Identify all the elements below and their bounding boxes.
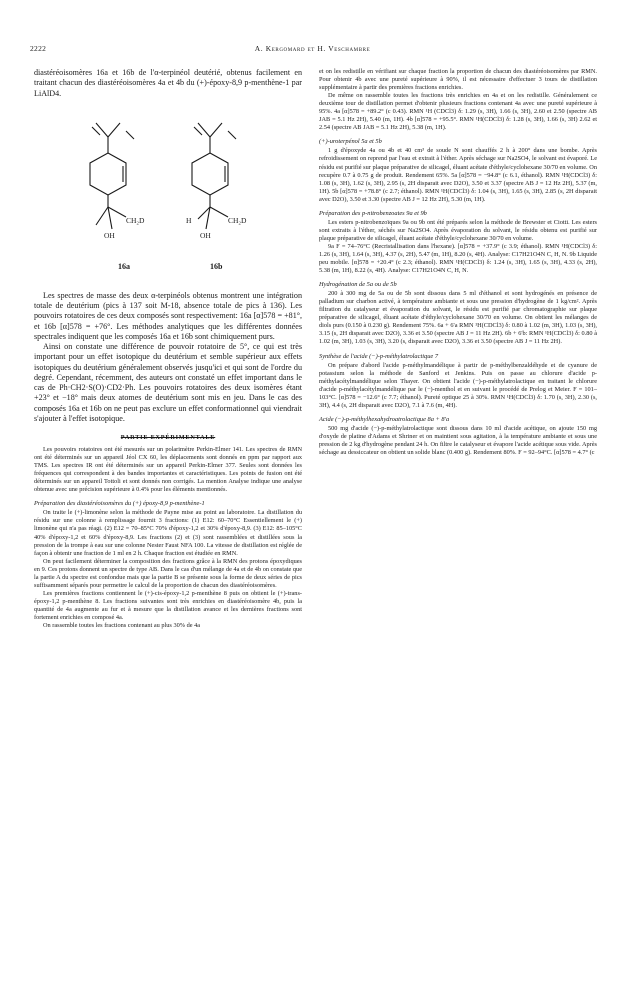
oh-label-a: OH [104,230,115,240]
nitrobenzoates-paragraph: Les esters p-nitrobenzoïques 9a ou 9b ont été préparés selon la méthode de Brewster et Ciotti. Les esters sont extraits à l'éther, séchés sur Na2SO4. Après évaporation du solvant, le résidu obtenu est purifié sur plaque préparative de silicagel, éluant acétate d'éthyle/cyclohexane 30/70 en volume. [319,218,597,242]
redistill-paragraph: et on les redistille en vérifiant sur chaque fraction la proportion de chacun des diastéréoisomères par RMN. Pour obtenir 4b avec une pureté supérieure à 90%, il est nécessaire d'effectuer 3 tours de distillation supplémentaire à partir des premières fractions enrichies. [319,68,597,92]
subheading-epoxy-preparation: Préparation des diastéréoisomères du (+) époxy-8,9 p-menthène-1 [34,500,205,508]
structure-figure [34,103,302,283]
nitrobenzoates-data-paragraph: 9a F = 74–76°C (Recristallisation dans l'hexane). [α]578 = +37.9° (c 3.9; éthanol). RMN ¹H(CDCl3) δ: 1.26 (s, 3H), 1.64 (s, 3H), 4.37 (s, 2H), 5.47 (m, 1H), 8.20 (s, 4H). Analyse: C17H21O4N C, H, N. 9b Liquide peu mobile. [α]578 = +20.4° (c 2.3; éthanol). RMN ¹H(CDCl3) δ: 1.24 (s, 3H), 1.65 (s, 3H), 4.33 (s, 2H), 5.38 (m, 1H), 8.22 (s, 4H). Analyse: C17H21O4N C, H, N. [319,242,597,275]
ch2d-label-b: CH₂D [228,215,247,225]
atrolactic-paragraph: On prépare d'abord l'acide p-méthylmandélique à partir de p-méthylbenzaldéhyde et de cyanure de potassium selon la méthode de Sanford et Jenkins. Puis on passe au chlorure d'acide p-méthylacétylmandélique selon Thayer. On obtient l'acide (−)-p-méthylatrolactique en traitant le chlorure d'acide p-méthylacétylmandélique par le (−)-menthol et en suivant le procédé de Prelog et Meier. F = 101–103°C. [α]578 = −12.6° (c 7.7; éthanol). Pureté optique 25 à 30%. RMN ¹H(CDCl3) δ: 1.70 (s, 3H), 2.30 (s, 3H), 4.4 (s, 2H disparait avec D2O), 7.1 à 7.6 (m, 4H). [319,361,597,409]
oh-label-b: OH [200,230,211,240]
isotope-effect-paragraph: Ainsi on constate une différence de pouvoir rotatoire de 5°, ce qui est très important pour un effet isotopique du deutérium et semble supérieur aux effets isotopiques du deutérium généralement observés jusqu'ici et qui sont de l'ordre du degré. Cependant, récemment, des auteurs ont constaté un effet important dans le cas de Ph·CH2·S(O)·CD2·Ph. Les pouvoirs rotatoires des deux isomères étant +23° et −18° mais deux atomes de deutérium sont mis en jeu. Dans le cas des composés 16a et 16b on ne peut pas exclure un effet conformationnel qui viendrait s'ajouter à l'effet isotopique. [34,342,302,423]
subheading-hydrogenation: Hydrogénation de 5a ou de 5b [319,281,397,289]
intro-paragraph: diastéréoisomères 16a et 16b de l'α-terpinéol deutérié, obtenus facilement en traitant chacun des diastéréoisomères 4a et 4b du (+)-époxy-8,9 p-menthène-1 par LiAlD4. [34,68,302,98]
molecule-16a-structure [90,123,134,229]
hexahydroatrolactic-paragraph: 500 mg d'acide (−)-p-méthylatrolactique sont dissous dans 10 ml d'acide acétique, on ajoute 150 mg d'oxyde de platine d'Adams et Shriner et on maintient sous agitation, à la température ambiante et sous une pression de 2 kg d'hydrogène pendant 24 h. On filtre le catalyseur et évapore l'acide acétique sous vide. Après séchage au dessiccateur on obtient un solide blanc (0.400 g). Rendement 80%. F = 92–94°C. [α]578 = 4.7° (c [319,424,597,457]
instruments-paragraph: Les pouvoirs rotatoires ont été mesurés sur un polarimètre Perkin-Elmer 141. Les spectres de RMN ont été déterminés sur un appareil Jéol CX 60, les déplacements sont donnés en ppm par rapport aux TMS. Les spectres IR ont été déterminés sur un appareil Perkin-Elmer 377. Seules sont données les fréquences qui correspondent à des bandes importantes et caractéristiques. Les points de fusion ont été déterminés sur un appareil Tottoli et sont donnés non corrigés. La mention Analyse indique une analyse obtenue avec une précision supérieure à 0.4% pour les éléments mentionnés. [34,446,302,494]
ch2d-label-a: CH₂D [126,215,145,225]
mass-spectra-paragraph: Les spectres de masse des deux α-terpinéols obtenus montrent une intégration totale de deutérium (pics à 137 soit M-18, absence totale de pics à 136). Les pouvoirs rotatoires de ces deux composés sont respectivement: 16a [α]578 = +81°, et 16b [α]578 = +76°. Les méthodes analytiques que les différentes données spectrales indiquent que les composés 16a et 16b sont chimiquement purs. [34,290,302,341]
molecule-16b-structure [192,123,236,229]
right-column [319,68,597,457]
molecule-drawings [34,103,302,283]
regroup-paragraph: On rassemble toutes les fractions contenant au plus 30% de 4a [43,622,201,630]
compound-label-16a: 16a [118,261,130,271]
running-authors: A. Kergomard et H. Veschambre [254,44,371,53]
uroterpenol-paragraph: 1 g d'époxyde 4a ou 4b et 40 cm³ de soude N sont chauffés 2 h à 200° dans une bombe. Après refroidissement on reprend par l'eau et extrait à l'éther. Après séchage sur Na2SO4, le solvant est évaporé. Le résidu est purifié sur plaque préparative de silicagel, éluant acétate d'éthyle/cyclohexane 30/70 en volume. On recupère 0.7 à 0.75 g de produit. Rendement 65%. 5a [α]578 = −94.8° (c 6.1, éthanol). RMN ¹H(CDCl3) δ: 1.08 (s, 3H), 1.62 (s, 3H), 2.95 (s, 2H disparait avec D2O), 3.50 et 3.37 (spectre AB J = 12 Hz 2H), 5.37 (m, 1H). 5b [α]578 = +78.8° (c 2.7; éthanol). RMN ¹H(CDCl3) δ: 1.04 (s, 3H), 1.65 (s, 3H), 2.85 (s, 2H disparait avec D2O), 3.50 et 3.30 (spectre AB J = 12 Hz 2H), 5.30 (m, 1H). [319,147,597,203]
subheading-uroterpenol: (+)-uroterpénol 5a et 5b [319,138,382,146]
subheading-atrolactic-synthesis: Synthèse de l'acide (−)-p-méthylatrolactique 7 [319,352,439,360]
hydrogenation-paragraph: 200 à 300 mg de 5a ou de 5b sont dissous dans 5 ml d'éthanol et sont hydrogénés en présence de palladium sur charbon activé, à température ambiante et sous une pression d'hydrogène de 1 kg/cm². Après filtration du catalyseur et évaporation du solvant, le résidu est purifié par chromatographie sur plaque préparative de silicagel, éluant acétate d'éthyle/cyclohexane 30/70 en volume. On obtient les mélanges de diols purs (0.150 à 0.230 g). Rendement 75%. 6a + 6'a RMN ¹H(CDCl3) δ: 0.80 à 1.02 (m, 3H), 1.03 (s, 3H), 3.15 (s, 2H disparait avec D2O), 3.36 et 3.50 (spectre AB J = 11 Hz 2H). 6b + 6'b: RMN ¹H(CDCl3) δ: 0.80 à 1.02 (m, 3H), 1.03 (s, 3H), 3.20 (s, disparait avec D2O), 3.36 et 3.50 (spectre AB J = 11 Hz 2H). [319,290,597,346]
section-heading-experimental: PARTIE EXPÉRIMENTALE [120,434,216,441]
subheading-nitrobenzoates: Préparation des p-nitrobenzoates 9a et 9b [319,209,427,217]
compound-label-16b: 16b [210,261,223,271]
fractions-paragraph: Les premières fractions contiennent le (+)-cis-époxy-1,2 p-menthène 8 puis on obtient le (+)-trans-époxy-1,2 p-menthène 8. Les fractions suivantes sont très enrichies en diastéréoisomère 4b, puis la quantité de 4a augmente au fur et à mesure que la distillation avance et les dernières fractions sont fortement enrichies en composé 4a. [34,589,302,621]
page-number: 2222 [30,44,47,53]
running-header [30,44,595,58]
nmr-composition-paragraph: On peut facilement déterminer la composition des fractions grâce à la RMN des protons époxydiques en 9. Ces protons donnent un spectre de type AB. Dans le cas d'un mélange de 4a et de 4b on constate que la partie A du spectre est confondue mais que la partie B se présente sous la forme de deux séries de pics suffisamment séparés pour permettre le calcul de la proportion de chacun des diastéréoisomères. [34,557,302,589]
subheading-hexahydroatrolactic: Acide (−)-p-méthylhexahydroatrolactique 8a + 8'a [319,415,450,423]
h-label-b: H [186,215,192,225]
purity-4a-paragraph: De même on rassemble toutes les fractions très enrichies en 4a et on les redistille. Généralement ce deuxième tour de distillation permet d'obtenir plusieurs fractions contenant 4a avec une pureté supérieure à 95%. 4a [α]578 = +89.2° (c 0.43). RMN ¹H (CDCl3) δ: 1.29 (s, 3H), 1.66 (s, 3H), 2.60 et 2.50 (spectre AB JAB = 5.1 Hz 2H), 5.40 (m, 1H). 4b [α]578 = +95.5°. RMN ¹H(CDCl3) δ: 1.28 (s, 3H), 1.66 (s, 3H) 2.62 et 2.54 (spectre AB JAB = 5.1 Hz 2H), 5.38 (m, 1H). [319,92,597,132]
left-column [34,68,302,630]
limonene-paragraph: On traite le (+)-limonène selon la méthode de Payne mise au point au laboratoire. La distillation du résidu sur une colonne à remplissage fournit 3 fractions: (1) E12: 60–70°C Essentiellement le (+) limonène qui n'a pas réagi. (2) E12 = 70–85°C 70% d'époxy-1,2 et 30% d'époxy-8,9. (3) E12: 85–105°C 40% d'époxy-1,2 et 60% d'époxy-8,9. Les fractions (2) et (3) sont rassemblées et distillées sous la pression de la trompe à eau sur une colonne Nester Faust NFA 100. La vitesse de distillation est réglée de façon à obtenir une fraction de 1 ml en 2 h. Chaque fraction est étudiée en RMN. [34,509,302,557]
